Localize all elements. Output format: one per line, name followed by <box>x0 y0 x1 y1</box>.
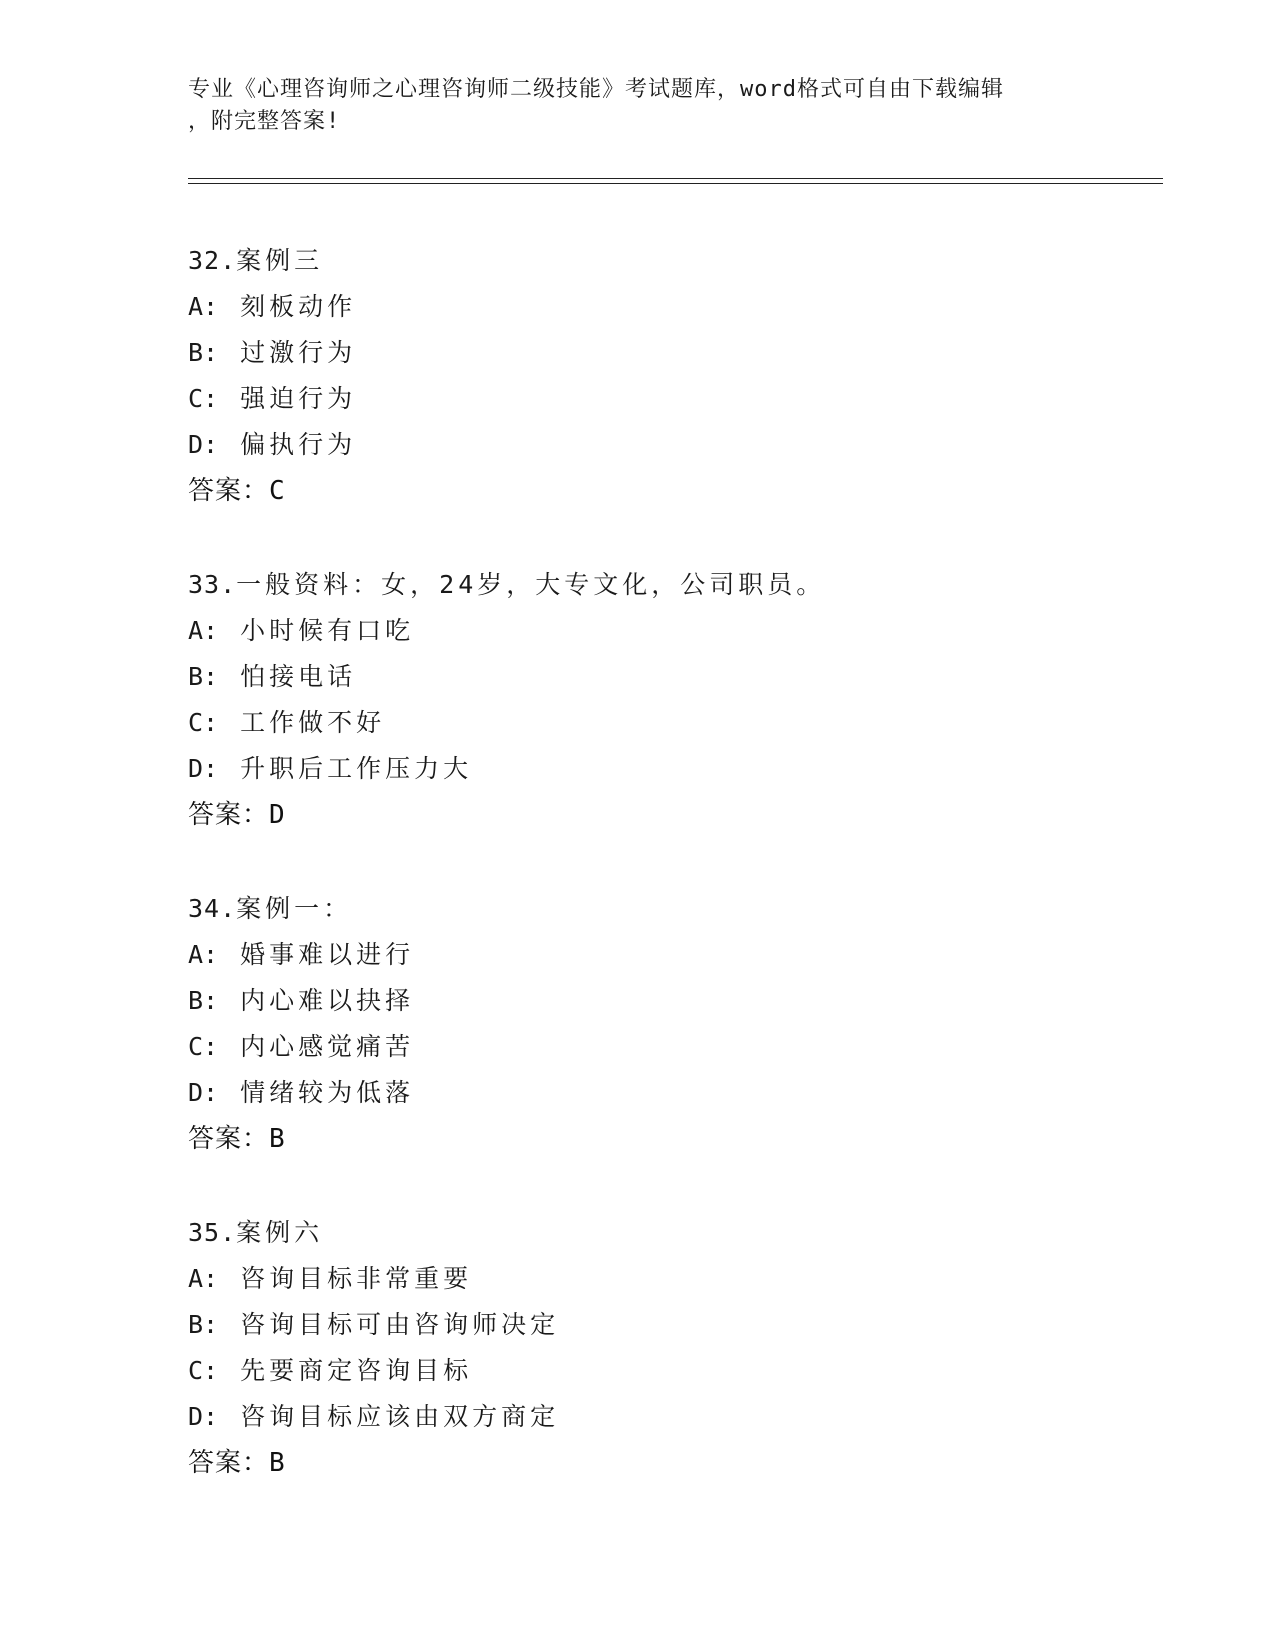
answer-label: 答案： <box>188 800 270 830</box>
option-key: A: <box>188 1264 219 1293</box>
option-key: A: <box>188 940 219 969</box>
option-a <box>188 284 1148 330</box>
question-text: 案例三 <box>236 246 324 275</box>
option-text: 升职后工作压力大 <box>240 754 473 783</box>
question-35 <box>188 1210 1148 1486</box>
option-key: D: <box>188 754 219 783</box>
answer-value: C <box>269 476 285 506</box>
option-key: C: <box>188 1032 219 1061</box>
answer-line <box>188 1440 1148 1486</box>
option-text: 偏执行为 <box>240 430 357 459</box>
option-c <box>188 1024 1148 1070</box>
question-text: 案例六 <box>236 1218 324 1247</box>
answer-label: 答案： <box>188 1448 270 1478</box>
question-stem <box>188 562 1148 608</box>
answer-value: D <box>269 800 285 830</box>
option-key: B: <box>188 662 219 691</box>
header-rule-top <box>188 178 1163 179</box>
question-number: 33. <box>188 570 237 599</box>
option-text: 强迫行为 <box>240 384 357 413</box>
answer-label: 答案： <box>188 476 270 506</box>
option-key: C: <box>188 384 219 413</box>
header-line-1: 专业《心理咨询师之心理咨询师二级技能》考试题库，word格式可自由下载编辑 <box>188 77 1004 102</box>
option-a <box>188 1256 1148 1302</box>
question-number: 35. <box>188 1218 237 1247</box>
option-b <box>188 978 1148 1024</box>
option-text: 怕接电话 <box>240 662 357 691</box>
option-key: C: <box>188 708 219 737</box>
header-rule-bottom <box>188 183 1163 184</box>
option-b <box>188 330 1148 376</box>
option-key: D: <box>188 1078 219 1107</box>
option-key: B: <box>188 1310 219 1339</box>
question-text: 一般资料：女，24岁，大专文化，公司职员。 <box>236 570 826 599</box>
question-stem <box>188 1210 1148 1256</box>
option-c <box>188 376 1148 422</box>
question-32 <box>188 238 1148 514</box>
option-d <box>188 746 1148 792</box>
answer-label: 答案： <box>188 1124 270 1154</box>
option-text: 工作做不好 <box>240 708 386 737</box>
answer-line <box>188 1116 1148 1162</box>
question-text: 案例一： <box>236 894 353 923</box>
question-stem <box>188 238 1148 284</box>
option-key: C: <box>188 1356 219 1385</box>
question-number: 34. <box>188 894 237 923</box>
question-stem <box>188 886 1148 932</box>
option-text: 先要商定咨询目标 <box>240 1356 473 1385</box>
answer-line <box>188 468 1148 514</box>
option-key: A: <box>188 616 219 645</box>
option-text: 咨询目标可由咨询师决定 <box>240 1310 560 1339</box>
document-header <box>188 74 1088 138</box>
question-33 <box>188 562 1148 838</box>
option-key: D: <box>188 1402 219 1431</box>
option-d <box>188 1394 1148 1440</box>
option-key: D: <box>188 430 219 459</box>
option-text: 过激行为 <box>240 338 357 367</box>
option-text: 情绪较为低落 <box>240 1078 415 1107</box>
option-c <box>188 700 1148 746</box>
question-number: 32. <box>188 246 237 275</box>
option-text: 咨询目标非常重要 <box>240 1264 473 1293</box>
question-34 <box>188 886 1148 1162</box>
answer-value: B <box>269 1448 285 1478</box>
option-text: 内心难以抉择 <box>240 986 415 1015</box>
option-d <box>188 1070 1148 1116</box>
option-a <box>188 932 1148 978</box>
option-b <box>188 1302 1148 1348</box>
option-text: 婚事难以进行 <box>240 940 415 969</box>
option-text: 咨询目标应该由双方商定 <box>240 1402 560 1431</box>
option-key: B: <box>188 986 219 1015</box>
option-text: 刻板动作 <box>240 292 357 321</box>
answer-line <box>188 792 1148 838</box>
option-a <box>188 608 1148 654</box>
answer-value: B <box>269 1124 285 1154</box>
option-key: A: <box>188 292 219 321</box>
option-text: 小时候有口吃 <box>240 616 415 645</box>
option-d <box>188 422 1148 468</box>
header-line-2: ，附完整答案! <box>188 109 341 134</box>
option-text: 内心感觉痛苦 <box>240 1032 415 1061</box>
question-list <box>188 238 1148 1534</box>
option-key: B: <box>188 338 219 367</box>
option-b <box>188 654 1148 700</box>
option-c <box>188 1348 1148 1394</box>
